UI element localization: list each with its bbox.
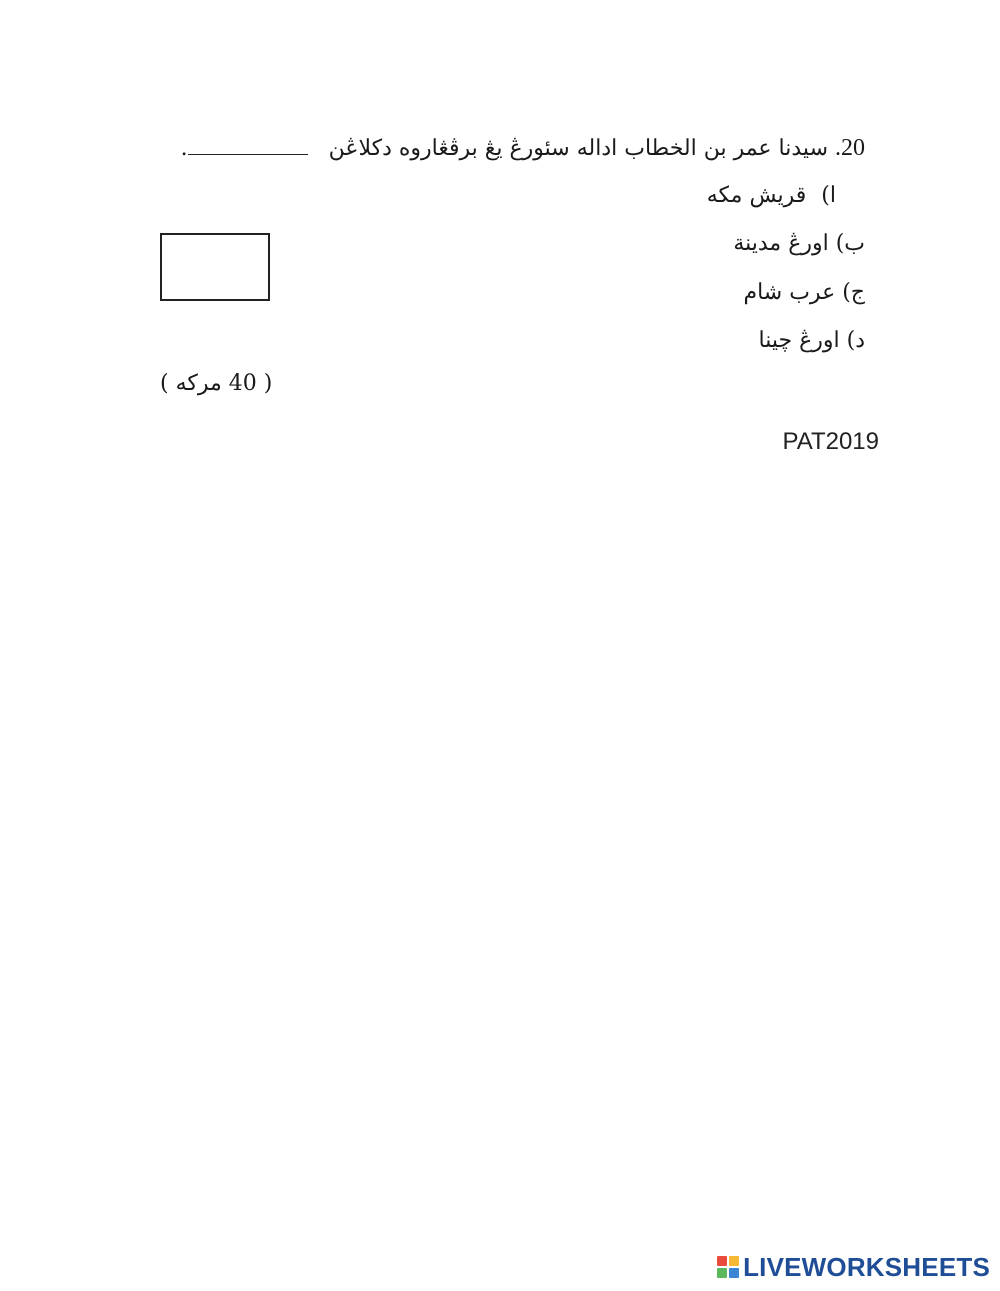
option-c-text: عرب شام xyxy=(743,280,836,305)
option-d xyxy=(759,325,865,357)
option-c xyxy=(743,277,865,309)
liveworksheets-brand[interactable] xyxy=(717,1253,990,1281)
option-a-letter: ا) xyxy=(821,183,836,208)
question-text: سيدنا عمر بن الخطاب اداله سئورڠ يڠ برڤڠاروه دكلاڠن xyxy=(328,136,828,161)
option-d-text: اورڠ چينا xyxy=(758,328,840,353)
option-a xyxy=(707,180,836,212)
exam-code: PAT2019 xyxy=(782,428,879,455)
marks-label: ( 40 مركه ) xyxy=(160,371,273,396)
question-number: 20. xyxy=(835,135,865,161)
answer-blank-line xyxy=(188,136,308,155)
option-b-text: اورڠ مدينة xyxy=(733,231,829,256)
liveworksheets-logo-icon xyxy=(717,1256,739,1278)
option-b-letter: ب) xyxy=(835,231,865,256)
option-d-letter: د) xyxy=(846,328,865,353)
answer-input-box[interactable] xyxy=(160,233,270,301)
brand-name: LIVEWORKSHEETS xyxy=(743,1252,990,1282)
option-c-letter: ج) xyxy=(842,280,865,305)
question-end-mark: . xyxy=(180,136,188,161)
question-20 xyxy=(181,132,865,165)
option-b xyxy=(733,228,865,260)
option-a-text: قريش مكه xyxy=(706,183,807,208)
